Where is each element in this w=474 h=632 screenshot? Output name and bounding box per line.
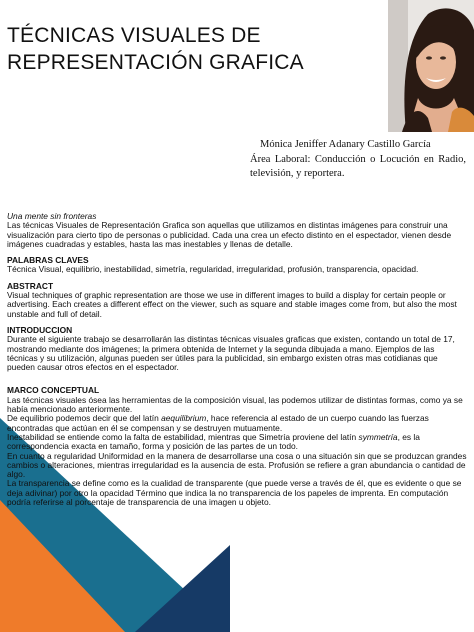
- framework-paragraph-4: En cuanto a regularidad Uniformidad en la manera de desarrollarse una cosa o una situación sin que se produzcan grandes cambios o alteraciones, mientras irregularidad es la ausencia de esta. Profusión se refiere a gran abundancia o cantidad de algo.: [7, 450, 467, 480]
- framework-heading: MARCO CONCEPTUAL: [7, 385, 100, 396]
- keywords-paragraph: Técnica Visual, equilibrio, inestabilidad, simetría, regularidad, irregularidad, profusión, transparencia, opacidad.: [7, 264, 419, 275]
- framework-paragraph-3: [7, 433, 467, 452]
- author-block: [250, 138, 466, 182]
- author-photo: [388, 0, 474, 132]
- title-line-2: REPRESENTACIÓN GRAFICA: [7, 51, 304, 75]
- abstract-paragraph: Visual techniques of graphic representation are those we use in different images to build a display for certain people or advertising. Each creates a different effect on the viewer, such as square and stable images come from, but also the most unstable and full of detail.: [7, 290, 457, 319]
- framework-paragraph-2: [7, 414, 467, 433]
- abstract-heading: ABSTRACT: [7, 280, 54, 291]
- document-title: [7, 22, 337, 76]
- framework-p2-text-a: De equilibrio podemos decir que del latín: [7, 413, 162, 424]
- framework-p2-term: aequilibrium: [161, 413, 207, 424]
- framework-p2-text-b: , hace referencia al estado de un cuerpo cuando las fuerzas encontradas que actúan en él se compensan y se destruyen mutuamente.: [7, 413, 429, 433]
- article-body: [7, 212, 467, 507]
- article-subtitle: Una mente sin fronteras: [7, 211, 97, 221]
- framework-paragraph-1: Las técnicas visuales ósea las herramientas de la composición visual, las podemos utilizar de distintas formas, como ya se había mencionado anteriormente.: [7, 394, 463, 415]
- framework-p3-text-a: Inestabilidad se entiende como la falta de estabilidad, mientras que Simetría proviene del latín: [7, 431, 359, 442]
- title-line-1: TÉCNICAS VISUALES DE: [7, 24, 261, 48]
- framework-p3-term: symmetría: [358, 431, 398, 442]
- introduction-paragraph: Durante el siguiente trabajo se desarrollarán las distintas técnicas visuales graficas que existen, contando un total de 17, mostrando mediante dos imágenes; la primera obtenida de Internet y la segunda dibujada a mano. Ejemplos de las técnicas y su utilización, algunas pueden ser útiles para la publicidad, sin embargo existen otras mas cotidianas que pueden causar otros efectos en el espectador.: [7, 334, 455, 373]
- intro-paragraph: Las técnicas Visuales de Representación Grafica son aquellas que utilizamos en distintas imágenes para construir una visualización para cierto tipo de personas o publicidad. Cada una crea un efecto distinto en el espectador, vienen desde imágenes cuadradas y estables, hasta las mas inestables y llenas de detalle.: [7, 220, 452, 249]
- keywords-heading: PALABRAS CLAVES: [7, 255, 89, 266]
- framework-paragraph-5: La transparencia se define como es la cualidad de transparente (que puede verse a través de él, que es evidente o que se deja adivinar) por otro la opacidad Término que indica la no transparencia de los papeles de imprenta. En computación podría referirse al porcentaje de transparencia de una imagen u objeto.: [7, 478, 462, 508]
- framework-p3-text-b: , es la correspondencia exacta en tamaño, forma y posición de las partes de un todo.: [7, 431, 420, 452]
- author-role: Área Laboral: Conducción o Locución en Radio, televisión, y reportera.: [250, 153, 466, 179]
- author-name: Mónica Jeniffer Adanary Castillo García: [260, 139, 431, 150]
- introduction-heading: INTRODUCCION: [7, 324, 73, 335]
